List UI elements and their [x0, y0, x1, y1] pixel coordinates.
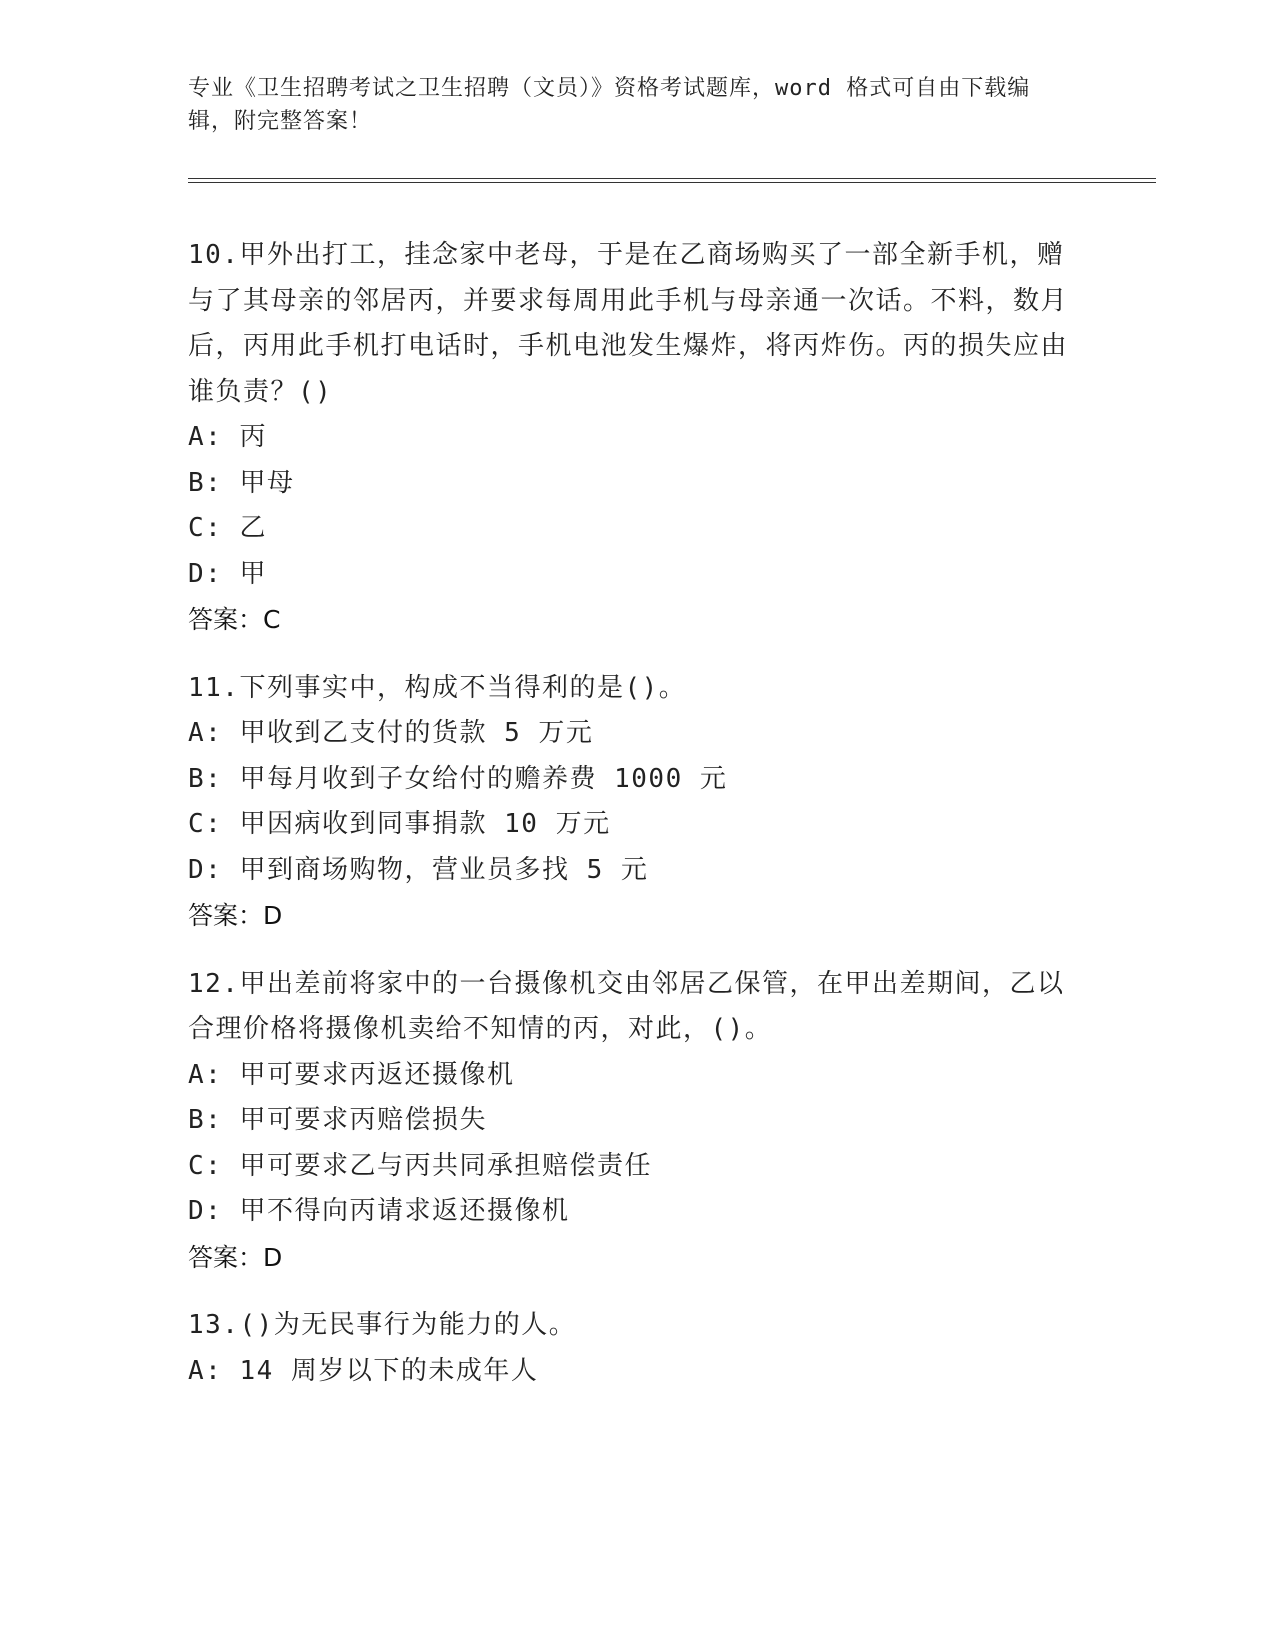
question-text: 10.甲外出打工，挂念家中老母，于是在乙商场购买了一部全新手机，赠与了其母亲的邻居丙，并要求每周用此手机与母亲通一次话。不料，数月后，丙用此手机打电话时，手机电池发生爆炸，将丙炸伤。丙的损失应由谁负责？() — [188, 240, 1069, 407]
header-divider-bottom — [188, 182, 1156, 183]
answer-line: 答案：D — [188, 901, 283, 930]
question-12 — [188, 962, 1088, 1281]
answer-line: 答案：C — [188, 605, 281, 634]
option-c: C: 甲因病收到同事捐款 10 万元 — [188, 809, 611, 839]
question-10 — [188, 233, 1088, 643]
question-text: 11.下列事实中，构成不当得利的是()。 — [188, 672, 687, 703]
question-13 — [188, 1303, 1088, 1394]
option-a: A: 丙 — [188, 422, 267, 452]
option-d: D: 甲到商场购物，营业员多找 5 元 — [188, 854, 649, 885]
header-divider-top — [188, 178, 1156, 179]
option-d: D: 甲不得向丙请求返还摄像机 — [188, 1196, 570, 1226]
option-c: C: 乙 — [188, 513, 267, 543]
question-list — [188, 233, 1088, 1417]
option-b: B: 甲可要求丙赔偿损失 — [188, 1105, 487, 1135]
option-b: B: 甲母 — [188, 467, 295, 498]
question-text: 13.()为无民事行为能力的人。 — [188, 1310, 577, 1340]
option-a: A: 甲可要求丙返还摄像机 — [188, 1059, 515, 1090]
answer-line: 答案：D — [188, 1242, 283, 1272]
question-text: 12.甲出差前将家中的一台摄像机交由邻居乙保管，在甲出差期间，乙以合理价格将摄像机卖给不知情的丙，对此，()。 — [188, 968, 1065, 1044]
option-c: C: 甲可要求乙与丙共同承担赔偿责任 — [188, 1150, 652, 1181]
option-b: B: 甲每月收到子女给付的赡养费 1000 元 — [188, 763, 728, 794]
option-a: A: 14 周岁以下的未成年人 — [188, 1355, 539, 1386]
header-text: 专业《卫生招聘考试之卫生招聘（文员）》资格考试题库，word 格式可自由下载编辑，附完整答案！ — [188, 76, 1031, 134]
option-d: D: 甲 — [188, 558, 267, 589]
question-11 — [188, 666, 1088, 939]
option-a: A: 甲收到乙支付的货款 5 万元 — [188, 718, 594, 748]
document-header — [188, 72, 1068, 138]
